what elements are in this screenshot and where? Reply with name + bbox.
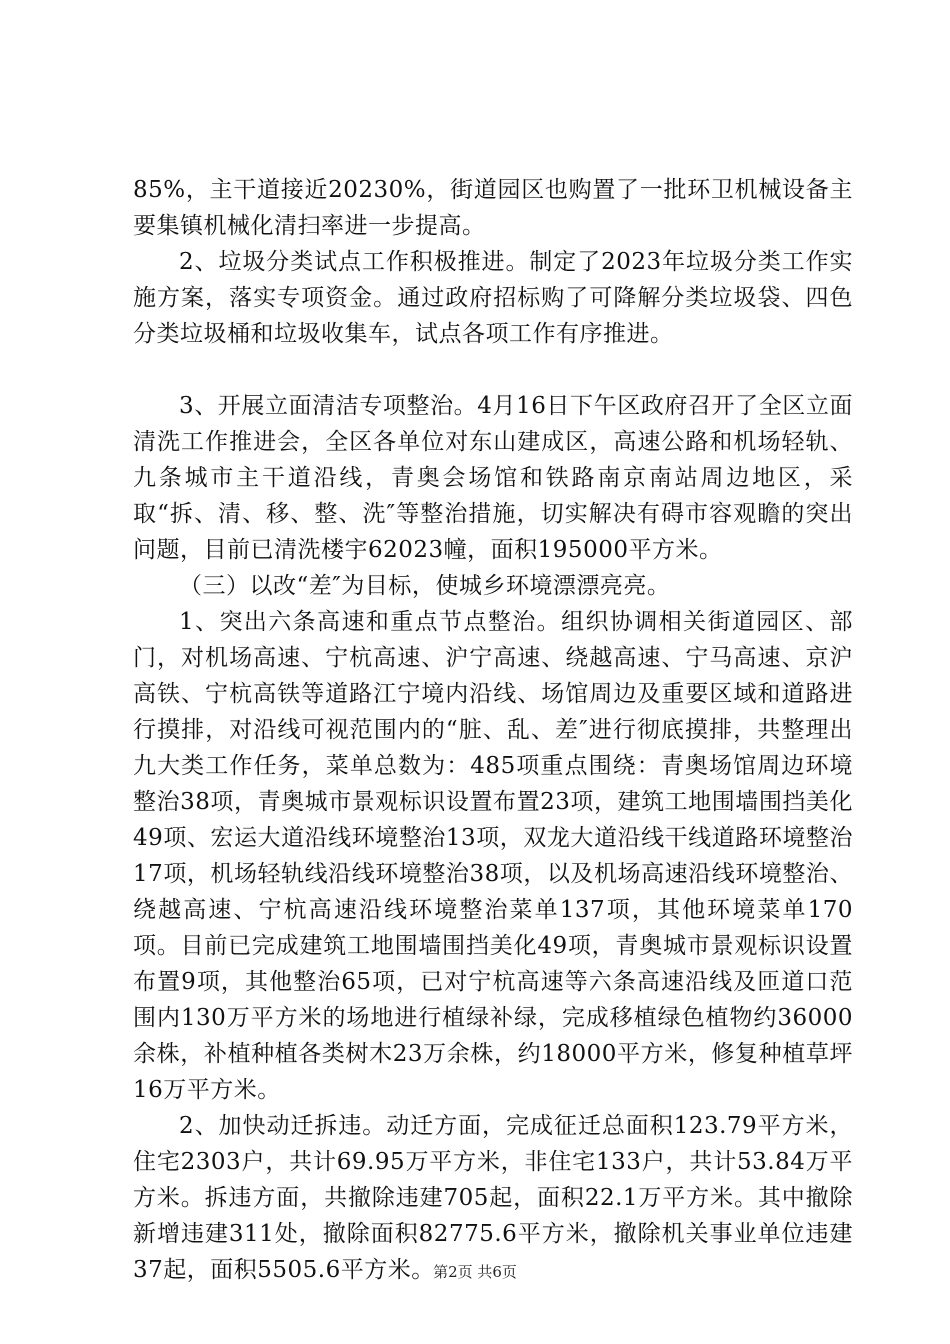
paragraph-continuation: 85%，主干道接近20230%，街道园区也购置了一批环卫机械设备主要集镇机械化清扫率进一步提高。: [133, 177, 853, 239]
paragraph-garbage-sorting: 2、垃圾分类试点工作积极推进。制定了2023年垃圾分类工作实施方案，落实专项资金。通过政府招标购了可降解分类垃圾袋、四色分类垃圾桶和垃圾收集车，试点各项工作有序推进。: [133, 249, 853, 347]
paragraph-facade-cleaning: 3、开展立面清洁专项整治。4月16日下午区政府召开了全区立面清洗工作推进会，全区各单位对东山建成区，高速公路和机场轻轨、九条城市主干道沿线，青奥会场馆和铁路南京南站周边地区，采取“拆、清、移、整、洗″等整治措施，切实解决有碍市容观瞻的突出问题，目前已清洗楼宇62023幢，面积195000平方米。: [133, 393, 853, 563]
page-footer: 第2页 共6页: [433, 1263, 517, 1281]
body-text: [133, 172, 853, 1288]
paragraph-demolition: 2、加快动迁拆违。动迁方面，完成征迁总面积123.79平方米，住宅2303户，共计69.95万平方米，非住宅133户，共计53.84万平方米。拆违方面，共撤除违建705起，面积22.1万平方米。其中撤除新增违建311处，撤除面积82775.6平方米，撤除机关事业单位违建37起，面积5505.6平方米。: [133, 1113, 853, 1283]
paragraph-highway-renovation: 1、突出六条高速和重点节点整治。组织协调相关街道园区、部门，对机场高速、宁杭高速、沪宁高速、绕越高速、宁马高速、京沪高铁、宁杭高铁等道路江宁境内沿线、场馆周边及重要区域和道路进行摸排，对沿线可视范围内的“脏、乱、差″进行彻底摸排，共整理出九大类工作任务，菜单总数为：485项重点围绕：青奥场馆周边环境整治38项，青奥城市景观标识设置布置23项，建筑工地围墙围挡美化49项、宏运大道沿线环境整治13项，双龙大道沿线干线道路环境整治17项，机场轻轨线沿线环境整治38项，以及机场高速沿线环境整治、绕越高速、宁杭高速沿线环境整治菜单137项，其他环境菜单170项。目前已完成建筑工地围墙围挡美化49项，青奥城市景观标识设置布置9项，其他整治65项，已对宁杭高速等六条高速沿线及匝道口范围内130万平方米的场地进行植绿补绿，完成移植绿色植物约36000余株，补植种植各类树木23万余株，约18000平方米，修复种植草坪16万平方米。: [133, 609, 853, 1103]
section-heading-3: （三）以改“差″为目标，使城乡环境漂漂亮亮。: [179, 573, 671, 599]
